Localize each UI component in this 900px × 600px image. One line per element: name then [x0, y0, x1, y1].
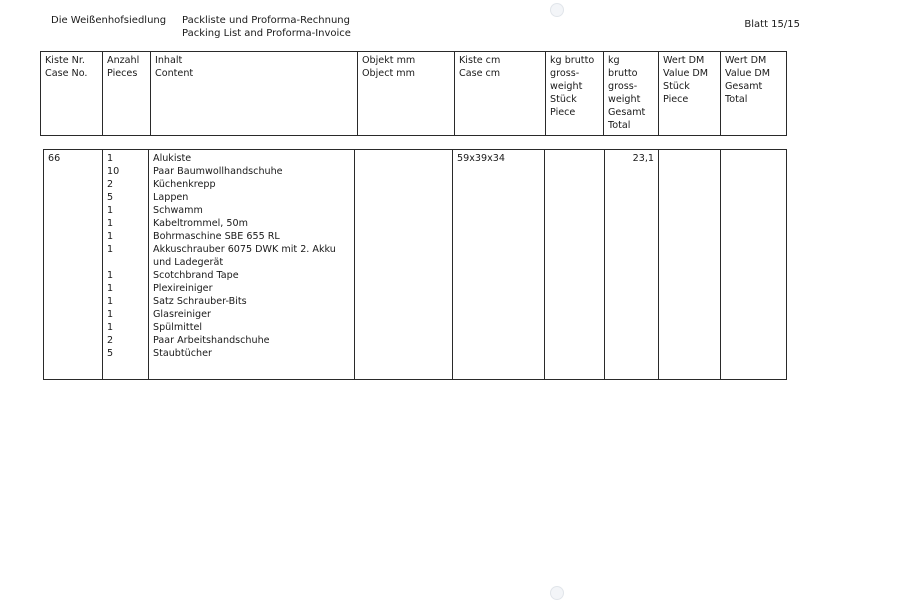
column-header-line: brutto — [608, 68, 638, 79]
column-header-table — [40, 51, 787, 136]
case-row — [44, 150, 787, 380]
column-header-line: Inhalt — [155, 55, 183, 66]
item-quantity: 10 — [107, 166, 120, 177]
column-header-line: Piece — [550, 107, 576, 118]
column-header-line: Piece — [663, 94, 689, 105]
column-header-line: Total — [725, 94, 748, 105]
item-quantity: 1 — [107, 153, 114, 164]
item-content: Lappen — [153, 192, 189, 203]
sheet-number: Blatt 15/15 — [744, 19, 800, 30]
item-content: Staubtücher — [153, 348, 212, 359]
item-content: Scotchbrand Tape — [153, 270, 239, 281]
item-quantity: 1 — [107, 322, 114, 333]
value-piece-cell — [659, 150, 721, 380]
column-header-case-no — [41, 52, 103, 136]
column-header-value-total — [721, 52, 787, 136]
item-content: Schwamm — [153, 205, 203, 216]
column-header-line: Case No. — [45, 68, 88, 79]
column-header-line: Total — [608, 120, 631, 131]
item-quantity: 1 — [107, 244, 114, 255]
item-content: Alukiste — [153, 153, 192, 164]
column-header-line: kg brutto — [550, 55, 595, 66]
column-header-line: weight — [550, 81, 583, 92]
item-content: Plexireiniger — [153, 283, 213, 294]
punch-hole-bottom — [550, 586, 564, 600]
column-header-value-piece — [659, 52, 721, 136]
item-quantity: 1 — [107, 231, 114, 242]
item-quantity: 1 — [107, 205, 114, 216]
column-header-row — [41, 52, 787, 136]
column-header-weight-total — [604, 52, 659, 136]
item-content: Küchenkrepp — [153, 179, 216, 190]
column-header-line: weight — [608, 94, 641, 105]
column-header-case-cm — [455, 52, 546, 136]
column-header-object-mm — [358, 52, 455, 136]
item-quantity: 5 — [107, 192, 114, 203]
column-header-line: gross- — [550, 68, 580, 79]
document-title-en: Packing List and Proforma-Invoice — [182, 28, 351, 39]
item-quantity: 5 — [107, 348, 114, 359]
pieces-cell — [103, 150, 149, 380]
column-header-line: Wert DM — [725, 55, 767, 66]
column-header-line: Wert DM — [663, 55, 705, 66]
punch-hole-top — [550, 3, 564, 17]
item-content: Satz Schrauber-Bits — [153, 296, 247, 307]
column-header-line: Content — [155, 68, 194, 79]
column-header-pieces — [103, 52, 151, 136]
document-title-de: Packliste und Proforma-Rechnung — [182, 15, 350, 26]
column-header-line: Anzahl — [107, 55, 140, 66]
column-header-line: gross- — [608, 81, 638, 92]
item-quantity: 1 — [107, 218, 114, 229]
column-header-line: Value DM — [663, 68, 709, 79]
weight-piece-cell — [545, 150, 605, 380]
item-content: Akkuschrauber 6075 DWK mit 2. Akku und Ladegerät — [153, 244, 336, 268]
column-header-line: Gesamt — [608, 107, 646, 118]
item-content: Paar Arbeitshandschuhe — [153, 335, 270, 346]
item-quantity: 1 — [107, 283, 114, 294]
object-mm-cell — [355, 150, 453, 380]
column-header-line: Case cm — [459, 68, 501, 79]
column-header-weight-piece — [546, 52, 604, 136]
column-header-line: kg — [608, 55, 620, 66]
item-quantity: 2 — [107, 335, 114, 346]
item-content: Bohrmaschine SBE 655 RL — [153, 231, 280, 242]
case-number-cell: 66 — [44, 150, 103, 380]
column-header-line: Value DM — [725, 68, 771, 79]
column-header-line: Objekt mm — [362, 55, 416, 66]
item-quantity: 1 — [107, 270, 114, 281]
item-content: Paar Baumwollhandschuhe — [153, 166, 283, 177]
column-header-line: Kiste Nr. — [45, 55, 85, 66]
case-size-cell: 59x39x34 — [453, 150, 545, 380]
column-header-line: Stück — [550, 94, 577, 105]
item-quantity: 1 — [107, 309, 114, 320]
column-header-line: Stück — [663, 81, 690, 92]
item-content: Kabeltrommel, 50m — [153, 218, 248, 229]
column-header-line: Gesamt — [725, 81, 763, 92]
column-header-line: Kiste cm — [459, 55, 501, 66]
value-total-cell — [721, 150, 787, 380]
weight-total-cell: 23,1 — [605, 150, 659, 380]
estate-name: Die Weißenhofsiedlung — [51, 15, 167, 26]
packing-list-table — [43, 149, 787, 380]
item-quantity: 2 — [107, 179, 114, 190]
item-content: Spülmittel — [153, 322, 203, 333]
column-header-line: Object mm — [362, 68, 415, 79]
item-content: Glasreiniger — [153, 309, 211, 320]
column-header-line: Pieces — [107, 68, 138, 79]
column-header-content — [151, 52, 358, 136]
item-quantity: 1 — [107, 296, 114, 307]
content-cell — [149, 150, 355, 380]
document-title — [182, 14, 351, 40]
